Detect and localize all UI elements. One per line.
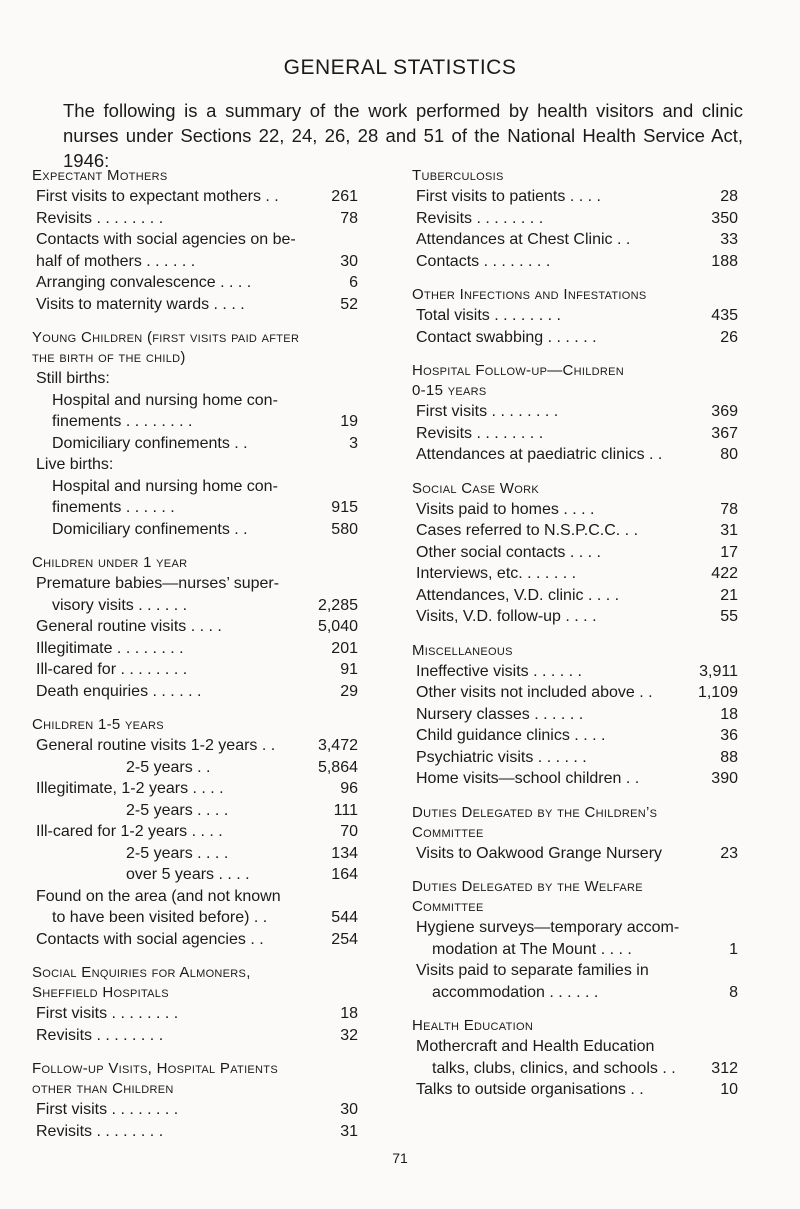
- stat-row: [32, 595, 358, 617]
- stat-label: Live births:: [36, 456, 114, 473]
- stat-value: 78: [340, 209, 358, 227]
- stat-label: General routine visits 1-2 years . .: [36, 737, 276, 754]
- section-heading: Sheffield Hospitals: [32, 984, 169, 1001]
- stat-value: 6: [349, 274, 358, 291]
- stat-row: [32, 251, 358, 273]
- stat-label: Visits to Oakwood Grange Nursery: [416, 844, 663, 862]
- stat-row: [412, 208, 738, 230]
- stat-label: Total visits . . . . . . . .: [416, 307, 561, 324]
- stat-label: Arranging convalescence . . . .: [36, 274, 252, 291]
- section-heading: Social Case Work: [412, 479, 539, 497]
- stat-row: [32, 659, 358, 681]
- stat-section: [412, 877, 738, 1003]
- stat-row: [32, 929, 358, 951]
- stat-row: [32, 864, 358, 886]
- stat-section: [412, 361, 738, 466]
- stat-label: Contacts with social agencies . .: [36, 930, 264, 948]
- stat-value: 1: [729, 940, 738, 958]
- stat-row: [32, 519, 358, 541]
- stat-label: Illegitimate, 1-2 years . . . .: [36, 780, 224, 797]
- section-heading: Duties Delegated by the Welfare: [412, 878, 643, 895]
- stat-row: [32, 368, 358, 390]
- stat-value: 915: [331, 499, 358, 516]
- stat-section: [412, 166, 738, 272]
- stat-label: Interviews, etc. . . . . . .: [416, 565, 577, 582]
- stat-value: 32: [340, 1026, 358, 1044]
- stat-row: [412, 444, 738, 466]
- stat-value: 30: [340, 1101, 358, 1118]
- stat-label: Other visits not included above . .: [416, 684, 653, 701]
- stat-value: 5,040: [317, 618, 358, 635]
- stat-value: 91: [340, 661, 358, 678]
- stat-row: [32, 735, 358, 757]
- section-heading: Young Children (first visits paid after: [32, 329, 300, 346]
- stat-value: 2,285: [317, 596, 358, 614]
- stat-label: First visits . . . . . . . .: [36, 1101, 179, 1118]
- stat-label: Premature babies—nurses’ super-: [36, 575, 280, 592]
- section-heading: other than Children: [32, 1080, 174, 1097]
- stat-row: [32, 1121, 358, 1143]
- stat-row: [32, 294, 358, 316]
- stat-row: [412, 563, 738, 585]
- stat-row: [412, 251, 738, 273]
- stat-section: [412, 641, 738, 790]
- stat-label: Revisits . . . . . . . .: [36, 209, 164, 227]
- stat-label: Attendances at paediatric clinics . .: [416, 446, 663, 463]
- stat-row: [412, 1058, 738, 1080]
- stat-value: 580: [331, 520, 358, 538]
- stat-row: [32, 208, 358, 230]
- stat-label: General routine visits . . . .: [36, 618, 222, 635]
- stat-label: Child guidance clinics . . . .: [416, 727, 606, 744]
- stat-row: [32, 616, 358, 638]
- stat-row: [412, 585, 738, 607]
- stat-label: visory visits . . . . . .: [52, 596, 188, 614]
- stat-row: [412, 520, 738, 542]
- stat-value: 55: [720, 608, 738, 625]
- stat-label: Ineffective visits . . . . . .: [416, 662, 582, 680]
- stat-section: [32, 715, 358, 950]
- stat-label: talks, clubs, clinics, and schools . .: [432, 1059, 676, 1077]
- section-heading: Tuberculosis: [412, 167, 504, 184]
- stat-value: 369: [711, 403, 738, 420]
- stat-value: 28: [720, 188, 738, 205]
- stat-value: 70: [340, 823, 358, 840]
- stat-label: Found on the area (and not known: [36, 887, 281, 905]
- stat-value: 367: [711, 424, 738, 442]
- stat-value: 80: [720, 446, 738, 463]
- stat-section: [32, 328, 358, 540]
- stat-value: 52: [340, 295, 358, 313]
- stat-label: Ill-cared for 1-2 years . . . .: [36, 823, 223, 840]
- stat-label: Ill-cared for . . . . . . . .: [36, 661, 188, 678]
- stat-value: 31: [720, 522, 738, 539]
- stat-row: [32, 681, 358, 703]
- stat-label: Visits, V.D. follow-up . . . .: [416, 608, 597, 625]
- section-heading: Committee: [412, 898, 484, 915]
- stat-label: Other social contacts . . . .: [416, 543, 601, 561]
- stat-label: Still births:: [36, 370, 110, 387]
- stat-label: First visits . . . . . . . .: [416, 403, 559, 420]
- stat-value: 29: [340, 682, 358, 700]
- stat-label: Death enquiries . . . . . .: [36, 682, 202, 700]
- stat-label: Contacts with social agencies on be-: [36, 231, 296, 248]
- stat-row: [32, 800, 358, 822]
- stat-label: modation at The Mount . . . .: [432, 940, 632, 958]
- stat-label: Revisits . . . . . . . .: [36, 1122, 164, 1140]
- stat-row: [412, 917, 738, 939]
- stat-row: [412, 682, 738, 704]
- stat-row: [412, 423, 738, 445]
- page-title: GENERAL STATISTICS: [283, 56, 517, 79]
- stat-value: 96: [340, 780, 358, 797]
- stat-label: Attendances at Chest Clinic . .: [416, 231, 631, 248]
- section-heading: Duties Delegated by the Children’s: [412, 803, 658, 821]
- stat-section: [32, 553, 358, 702]
- section-heading: Miscellaneous: [412, 641, 513, 659]
- stat-value: 17: [720, 543, 738, 561]
- stat-row: [32, 1003, 358, 1025]
- stat-section: [412, 803, 738, 865]
- stat-label: to have been visited before) . .: [52, 909, 268, 926]
- stat-row: [412, 229, 738, 251]
- section-heading: Expectant Mothers: [32, 167, 168, 184]
- stat-row: [32, 638, 358, 660]
- stat-row: [32, 229, 358, 251]
- stat-row: [32, 1099, 358, 1121]
- stat-row: [412, 843, 738, 865]
- stat-label: Domiciliary confinements . .: [52, 520, 248, 538]
- section-heading: Hospital Follow-up—Children: [412, 362, 625, 379]
- stat-label: Visits paid to homes . . . .: [416, 500, 595, 518]
- stat-value: 78: [720, 500, 738, 518]
- stat-label: 2-5 years . .: [126, 758, 211, 776]
- stat-row: [32, 573, 358, 595]
- stat-row: [32, 821, 358, 843]
- stat-row: [32, 186, 358, 208]
- stat-label: Hygiene surveys—temporary accom-: [416, 919, 680, 936]
- page-number: 71: [392, 1150, 408, 1166]
- stat-value: 1,109: [697, 684, 738, 701]
- stat-section: [412, 479, 738, 628]
- stat-row: [32, 778, 358, 800]
- stat-value: 435: [711, 307, 738, 324]
- section-heading: Other Infections and Infestations: [412, 286, 647, 303]
- section-heading: Follow-up Visits, Hospital Patients: [32, 1060, 278, 1077]
- stat-label: Illegitimate . . . . . . . .: [36, 639, 184, 657]
- stat-row: [412, 1036, 738, 1058]
- stat-row: [412, 960, 738, 982]
- stat-row: [412, 542, 738, 564]
- stat-value: 261: [331, 188, 358, 205]
- stat-row: [32, 497, 358, 519]
- stat-row: [412, 499, 738, 521]
- stat-label: Mothercraft and Health Education: [416, 1038, 655, 1055]
- stat-row: [412, 606, 738, 628]
- stat-row: [32, 433, 358, 455]
- stat-label: Attendances, V.D. clinic . . . .: [416, 586, 620, 604]
- stat-section: [412, 285, 738, 348]
- stat-label: over 5 years . . . .: [126, 866, 250, 883]
- stat-value: 3,911: [699, 662, 738, 680]
- section-heading: the birth of the child): [32, 349, 186, 366]
- stat-section: [32, 963, 358, 1046]
- stat-label: First visits to patients . . . .: [416, 188, 601, 205]
- stat-label: Domiciliary confinements . .: [52, 434, 248, 452]
- stat-row: [32, 272, 358, 294]
- stat-value: 134: [331, 844, 358, 862]
- stat-section: [32, 1059, 358, 1142]
- stat-row: [412, 939, 738, 961]
- stat-label: Visits paid to separate families in: [416, 962, 649, 979]
- section-heading: Social Enquiries for Almoners,: [32, 964, 251, 981]
- stat-row: [32, 1025, 358, 1047]
- stat-row: [412, 305, 738, 327]
- stat-value: 188: [711, 252, 738, 270]
- stat-label: Nursery classes . . . . . .: [416, 705, 584, 723]
- stat-row: [32, 843, 358, 865]
- section-heading: Health Education: [412, 1017, 534, 1034]
- stat-value: 36: [720, 727, 738, 744]
- stat-row: [412, 401, 738, 423]
- stat-label: First visits to expectant mothers . .: [36, 188, 279, 205]
- stat-label: 2-5 years . . . .: [126, 801, 229, 819]
- stat-row: [32, 390, 358, 412]
- stat-row: [412, 725, 738, 747]
- stat-value: 390: [711, 770, 738, 787]
- stat-value: 201: [331, 639, 358, 657]
- stat-value: 422: [711, 565, 738, 582]
- stat-value: 19: [340, 413, 358, 430]
- stat-row: [412, 768, 738, 790]
- stat-value: 21: [720, 586, 738, 604]
- stat-row: [32, 757, 358, 779]
- stat-section: [32, 166, 358, 315]
- stat-label: half of mothers . . . . . .: [36, 252, 196, 270]
- stat-label: accommodation . . . . . .: [432, 983, 599, 1001]
- stat-value: 111: [333, 801, 358, 819]
- stat-value: 31: [340, 1122, 358, 1140]
- stat-label: Contact swabbing . . . . . .: [416, 328, 597, 346]
- stat-value: 350: [711, 209, 738, 227]
- stat-label: Hospital and nursing home con-: [52, 391, 278, 409]
- stat-value: 5,864: [317, 758, 358, 776]
- section-heading: Children under 1 year: [32, 554, 188, 571]
- stat-row: [32, 886, 358, 908]
- stat-label: 2-5 years . . . .: [126, 844, 229, 862]
- stat-label: Revisits . . . . . . . .: [416, 424, 544, 442]
- stat-value: 8: [729, 983, 738, 1001]
- stat-value: 18: [720, 705, 738, 723]
- stat-label: Cases referred to N.S.P.C.C. . .: [416, 522, 639, 539]
- intro-paragraph: The following is a summary of the work performed by health visitors and clinic nurses under Sections 22, 24, 26, 28 and 51 of the National Health Service Act, 1946:: [63, 100, 743, 171]
- stat-value: 10: [720, 1081, 738, 1098]
- stat-label: Revisits . . . . . . . .: [416, 209, 544, 227]
- stat-label: Contacts . . . . . . . .: [416, 252, 551, 270]
- stat-value: 88: [720, 748, 738, 766]
- stat-row: [412, 982, 738, 1004]
- stat-row: [32, 476, 358, 498]
- stat-row: [32, 907, 358, 929]
- stat-row: [412, 186, 738, 208]
- stat-section: [412, 1016, 738, 1101]
- left-column: [32, 166, 358, 1155]
- stat-row: [32, 411, 358, 433]
- section-heading: Committee: [412, 823, 484, 841]
- right-column: [412, 166, 738, 1114]
- stat-row: [32, 454, 358, 476]
- stat-value: 18: [340, 1005, 358, 1022]
- stat-label: finements . . . . . . . .: [52, 413, 193, 430]
- section-heading: 0-15 years: [412, 382, 487, 399]
- stat-value: 30: [340, 252, 358, 270]
- stat-value: 164: [331, 866, 358, 883]
- stat-value: 23: [720, 844, 738, 862]
- stat-row: [412, 1079, 738, 1101]
- stat-value: 254: [331, 930, 358, 948]
- stat-row: [412, 704, 738, 726]
- stat-label: First visits . . . . . . . .: [36, 1005, 179, 1022]
- stat-label: Visits to maternity wards . . . .: [36, 295, 245, 313]
- stat-value: 3,472: [317, 737, 358, 754]
- stat-row: [412, 661, 738, 683]
- stat-value: 312: [711, 1059, 738, 1077]
- stat-value: 544: [331, 909, 358, 926]
- stat-value: 26: [720, 328, 738, 346]
- stat-label: Home visits—school children . .: [416, 770, 640, 787]
- stat-value: 33: [720, 231, 738, 248]
- stat-row: [412, 747, 738, 769]
- stat-row: [412, 327, 738, 349]
- stat-label: Talks to outside organisations . .: [416, 1081, 644, 1098]
- section-heading: Children 1-5 years: [32, 716, 164, 733]
- stat-label: finements . . . . . .: [52, 499, 175, 516]
- stat-label: Hospital and nursing home con-: [52, 477, 278, 495]
- stat-label: Psychiatric visits . . . . . .: [416, 748, 587, 766]
- stat-value: 3: [349, 434, 358, 452]
- stat-label: Revisits . . . . . . . .: [36, 1026, 164, 1044]
